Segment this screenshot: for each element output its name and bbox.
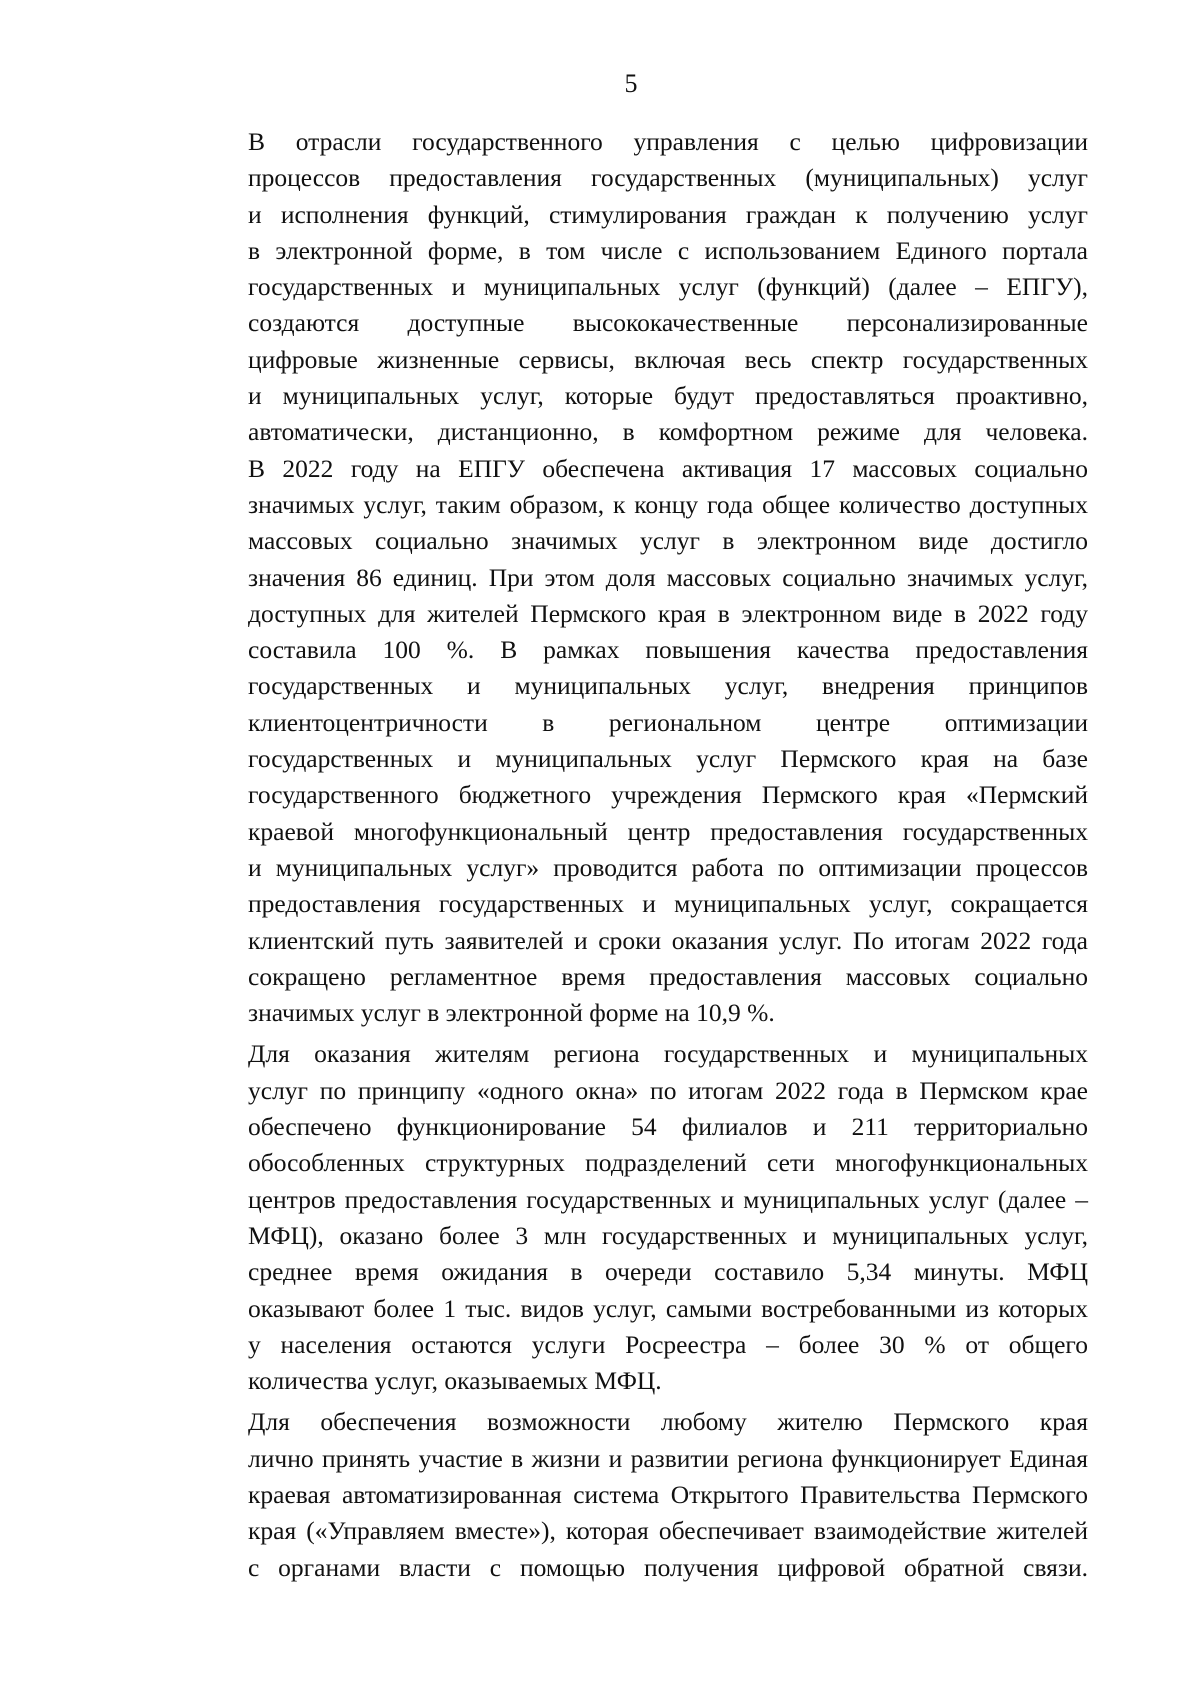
text-line: количества услуг, оказываемых МФЦ. [248, 1366, 662, 1396]
text-line: центров предоставления государственных и муниципальных услуг (далее – [248, 1184, 1088, 1214]
text-line: процессов предоставления государственных (муниципальных) услуг [248, 163, 1088, 193]
text-line: лично принять участие в жизни и развитии региона функционирует Единая [248, 1443, 1088, 1473]
paragraph-digital-services [176, 124, 1088, 1031]
text-line: клиентский путь заявителей и сроки оказания услуг. По итогам 2022 года [248, 925, 1088, 955]
text-line: создаются доступные высококачественные персонализированные [248, 308, 1088, 338]
text-line: услуг по принципу «одного окна» по итогам 2022 года в Пермском крае [248, 1075, 1088, 1105]
text-line: в электронной форме, в том числе с использованием Единого портала [248, 235, 1088, 265]
text-line: Для оказания жителям региона государственных и муниципальных [248, 1039, 1088, 1069]
page-number: 5 [624, 69, 638, 98]
text-line: В 2022 году на ЕПГУ обеспечена активация 17 массовых социально [248, 453, 1088, 483]
text-line: и муниципальных услуг, которые будут предоставляться проактивно, [248, 381, 1088, 411]
text-line: клиентоцентричности в региональном центре оптимизации [248, 707, 1088, 737]
text-line: значимых услуг, таким образом, к концу года общее количество доступных [248, 489, 1088, 519]
text-line: доступных для жителей Пермского края в электронном виде в 2022 году [248, 598, 1088, 628]
text-line: у населения остаются услуги Росреестра – более 30 % от общего [248, 1329, 1088, 1359]
text-line: государственного бюджетного учреждения Пермского края «Пермский [248, 780, 1088, 810]
text-line: обеспечено функционирование 54 филиалов и 211 территориально [248, 1112, 1088, 1142]
paragraph-mfc-services [176, 1036, 1088, 1399]
text-line: государственных и муниципальных услуг, внедрения принципов [248, 671, 1088, 701]
paragraph-open-government [176, 1404, 1088, 1585]
text-line: оказывают более 1 тыс. видов услуг, самыми востребованными из которых [248, 1293, 1088, 1323]
text-line: В отрасли государственного управления с целью цифровизации [248, 127, 1088, 156]
text-line: автоматически, дистанционно, в комфортном режиме для человека. [248, 417, 1088, 447]
text-line: краевая автоматизированная система Открытого Правительства Пермского [248, 1479, 1088, 1509]
text-line: цифровые жизненные сервисы, включая весь спектр государственных [248, 344, 1088, 374]
document-body [176, 124, 1088, 1586]
text-line: составила 100 %. В рамках повышения качества предоставления [248, 635, 1088, 665]
text-line: значения 86 единиц. При этом доля массовых социально значимых услуг, [248, 562, 1088, 592]
text-line: и исполнения функций, стимулирования граждан к получению услуг [248, 199, 1088, 229]
text-line: государственных и муниципальных услуг Пермского края на базе [248, 744, 1088, 774]
text-line: МФЦ), оказано более 3 млн государственных и муниципальных услуг, [248, 1220, 1088, 1250]
text-line: с органами власти с помощью получения цифровой обратной связи. [248, 1552, 1088, 1582]
text-line: краевой многофункциональный центр предоставления государственных [248, 816, 1088, 846]
text-line: и муниципальных услуг» проводится работа по оптимизации процессов [248, 852, 1088, 882]
text-line: предоставления государственных и муниципальных услуг, сокращается [248, 889, 1088, 919]
text-line: среднее время ожидания в очереди составило 5,34 минуты. МФЦ [248, 1257, 1088, 1287]
text-line: государственных и муниципальных услуг (функций) (далее – ЕПГУ), [248, 272, 1088, 302]
text-line: обособленных структурных подразделений сети многофункциональных [248, 1148, 1088, 1178]
text-line: массовых социально значимых услуг в электронном виде достигло [248, 526, 1088, 556]
text-line: Для обеспечения возможности любому жителю Пермского края [248, 1407, 1088, 1437]
text-line: значимых услуг в электронной форме на 10,9 %. [248, 998, 775, 1028]
text-line: края («Управляем вместе»), которая обеспечивает взаимодействие жителей [248, 1516, 1088, 1546]
text-line: сокращено регламентное время предоставления массовых социально [248, 961, 1088, 991]
